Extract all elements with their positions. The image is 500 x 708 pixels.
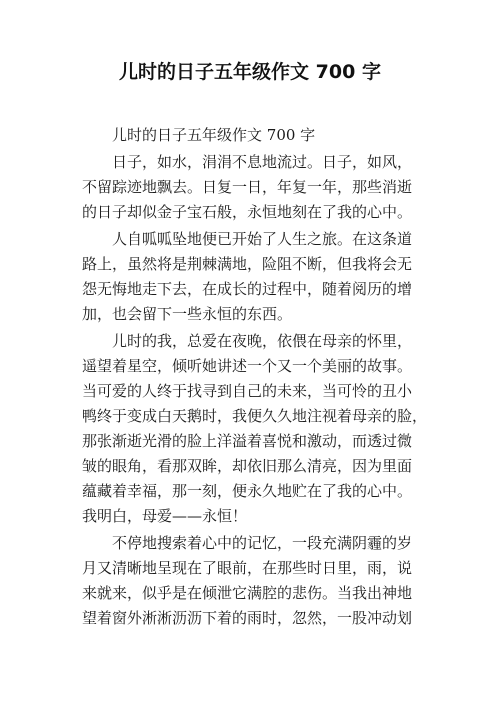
text-line: 那张渐逝光滑的脸上洋溢着喜悦和激动，而透过微	[82, 432, 413, 450]
text-line: 的日子却似金子宝石般，永恒地刻在了我的心中。	[82, 203, 413, 221]
paragraph-1	[82, 150, 418, 225]
text-line: 望着窗外淅淅沥沥下着的雨时，忽然，一股冲动划	[82, 609, 413, 627]
text-line: 日子，如水，涓涓不息地流过。日子，如风，	[112, 153, 413, 171]
paragraph-2	[82, 227, 418, 327]
paragraph-4	[82, 531, 418, 631]
text-line: 儿时的日子五年级作文 700 字	[112, 126, 316, 144]
text-line: 人自呱呱坠地便已开始了人生之旅。在这条道	[112, 230, 413, 248]
text-line: 皱的眼角，看那双眸，却依旧那么清亮，因为里面	[82, 457, 413, 475]
text-line: 加，也会留下一些永恒的东西。	[82, 305, 293, 323]
text-line: 路上，虽然将是荆棘满地，险阻不断，但我将会无	[82, 255, 413, 273]
text-line: 当可爱的人终于找寻到自己的未来，当可怜的丑小	[82, 382, 413, 400]
document-title: 儿时的日子五年级作文 700 字	[119, 61, 381, 83]
text-line: 蕴藏着幸福，那一刻，便永久地贮在了我的心中。	[82, 482, 413, 500]
text-line: 怨无悔地走下去，在成长的过程中，随着阅历的增	[82, 280, 413, 298]
text-line: 遥望着星空，倾听她讲述一个又一个美丽的故事。	[82, 357, 413, 375]
text-line: 不留踪迹地飘去。日复一日，年复一年，那些消逝	[82, 178, 413, 196]
text-line: 我明白，母爱——永恒！	[82, 507, 248, 525]
paragraph-subtitle	[82, 123, 418, 148]
text-line: 儿时的我，总爱在夜晚，依偎在母亲的怀里，	[112, 332, 413, 350]
paragraph-3	[82, 329, 428, 529]
text-line: 来就来，似乎是在倾泄它满腔的悲伤。当我出神地	[82, 584, 413, 602]
text-line: 不停地搜索着心中的记忆，一段充满阴霾的岁	[112, 534, 413, 552]
text-line: 月又清晰地呈现在了眼前，在那些时日里，雨，说	[82, 559, 413, 577]
text-line: 鸭终于变成白天鹅时，我便久久地注视着母亲的脸，	[82, 407, 428, 425]
document-body	[82, 123, 428, 633]
